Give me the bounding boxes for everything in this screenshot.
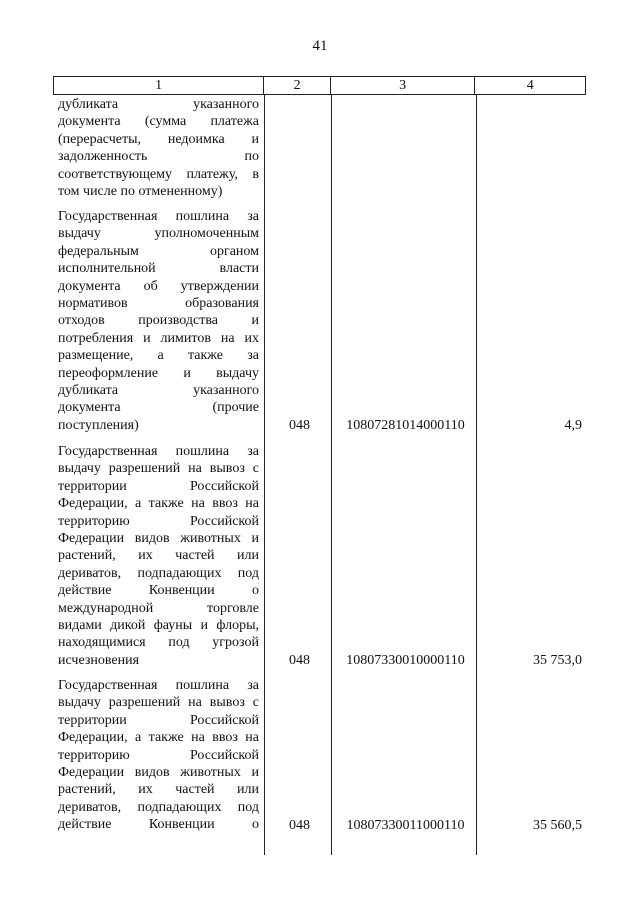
text-line: переоформление и выдачу <box>58 365 259 381</box>
table-row-description <box>58 208 259 434</box>
column-divider <box>264 95 265 855</box>
table-row-description <box>58 677 259 834</box>
text-line: территории Российской <box>58 478 259 494</box>
text-line: растений, их частей или <box>58 782 259 798</box>
text-line: размещение, а также за <box>58 348 259 364</box>
text-line: международной торговле <box>58 600 259 616</box>
text-line: выдачу уполномоченным <box>58 226 259 242</box>
text-line: дериватов, подпадающих под <box>58 799 259 815</box>
table-row-description <box>58 96 259 200</box>
amount-value: 35 753,0 <box>533 653 582 668</box>
text-line: документа (сумма платежа <box>58 114 259 130</box>
kbk-code: 10807281014000110 <box>346 418 465 433</box>
amount-value: 4,9 <box>564 418 582 433</box>
text-line: документа (прочие <box>58 400 259 416</box>
text-line: действие Конвенции о <box>58 817 259 833</box>
table-row-description <box>58 443 259 669</box>
text-line: соответствующему платежу, в <box>58 166 259 182</box>
text-line: потребления и лимитов на их <box>58 330 259 346</box>
amount-value: 35 560,5 <box>533 818 582 833</box>
text-line: видами дикой фауны и флоры, <box>58 617 259 633</box>
text-line: находящимися под угрозой <box>58 635 259 651</box>
text-line: Федерации видов животных и <box>58 530 259 546</box>
column-divider <box>476 95 477 855</box>
text-line: документа об утверждении <box>58 278 259 294</box>
text-line: действие Конвенции о <box>58 583 259 599</box>
text-line: (перерасчеты, недоимка и <box>58 131 259 147</box>
text-line: Государственная пошлина за <box>58 209 259 224</box>
kbk-code: 10807330010000110 <box>346 653 465 668</box>
kbk-code: 10807330011000110 <box>346 818 465 833</box>
text-line: федеральным органом <box>58 243 259 259</box>
admin-code: 048 <box>289 418 310 433</box>
text-line: том числе по отмененному) <box>58 183 223 199</box>
text-line: Федерации, а также на ввоз на <box>58 496 259 512</box>
text-line: отходов производства и <box>58 313 259 329</box>
text-line: Государственная пошлина за <box>58 444 259 459</box>
admin-code: 048 <box>289 818 310 833</box>
admin-code: 048 <box>289 653 310 668</box>
column-header-3: 3 <box>331 77 475 94</box>
text-line: Федерации, а также на ввоз на <box>58 730 259 746</box>
text-line: задолженность по <box>58 149 259 165</box>
column-header-4: 4 <box>526 78 534 93</box>
text-line: Государственная пошлина за <box>58 678 259 693</box>
column-header-1: 1 <box>54 77 264 94</box>
text-line: растений, их частей или <box>58 548 259 564</box>
text-line: выдачу разрешений на вывоз с <box>58 461 259 477</box>
text-line: территории Российской <box>58 712 259 728</box>
text-line: территорию Российской <box>58 513 259 529</box>
text-line: поступления) <box>58 417 139 433</box>
column-header-2: 2 <box>264 77 331 94</box>
text-line: Федерации видов животных и <box>58 764 259 780</box>
text-line: выдачу разрешений на вывоз с <box>58 695 259 711</box>
text-line: дериватов, подпадающих под <box>58 565 259 581</box>
text-line: нормативов образования <box>58 295 259 311</box>
table-header-row <box>53 76 586 95</box>
page-number: 41 <box>312 38 328 54</box>
text-line: дубликата указанного <box>58 97 259 112</box>
text-line: исполнительной власти <box>58 261 259 277</box>
text-line: территорию Российской <box>58 747 259 763</box>
column-divider <box>331 95 332 855</box>
text-line: исчезновения <box>58 652 140 668</box>
text-line: дубликата указанного <box>58 382 259 398</box>
